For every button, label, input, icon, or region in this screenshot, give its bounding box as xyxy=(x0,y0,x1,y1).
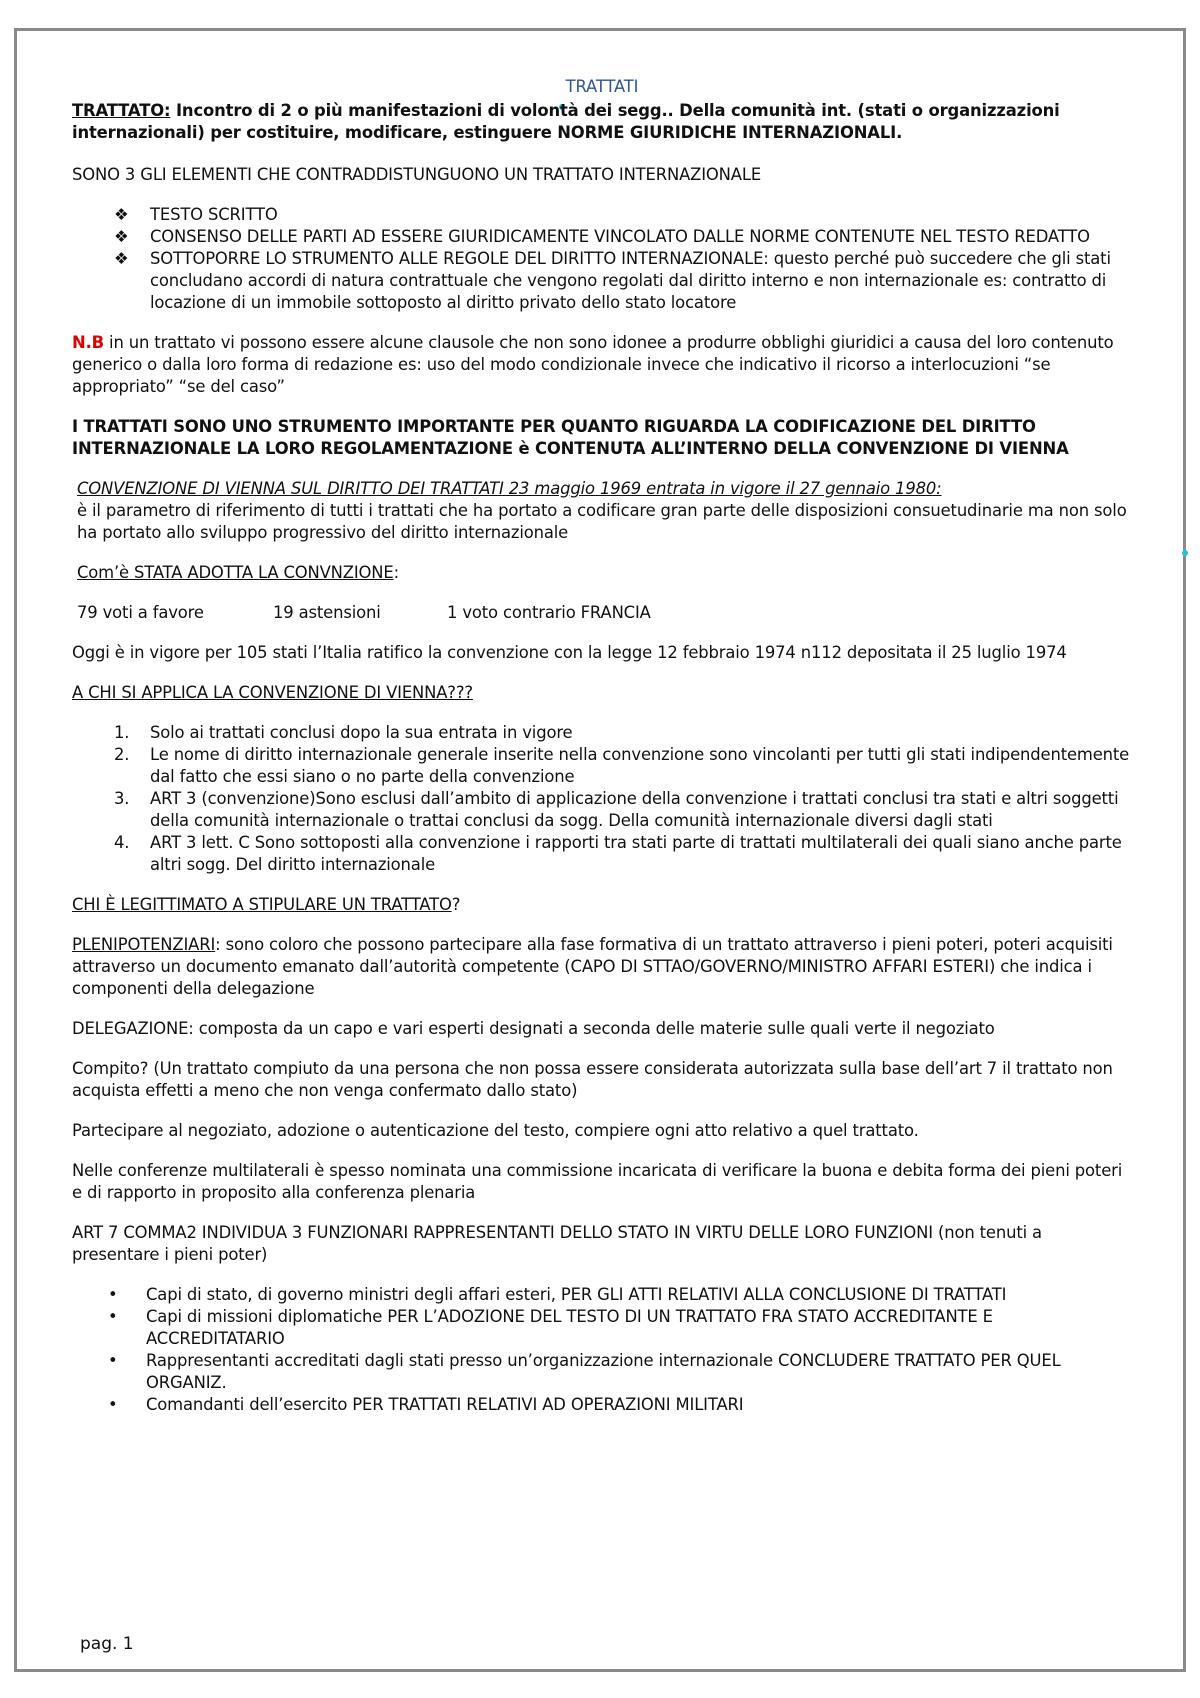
list-item: • Capi di missioni diplomatiche PER L’ADOZIONE DEL TESTO DI UN TRATTATO FRA STATO ACCREDITANTE E ACCREDITATARIO xyxy=(108,1307,993,1348)
plenipotentiaries-paragraph: PLENIPOTENZIARI: sono coloro che possono partecipare alla fase formativa di un trattato attraverso i pieni poteri, poteri acquisiti attraverso un documento emanato dall’autorità competente (CAPO DI STTAO/GOVERNO/MINISTRO AFFARI ESTERI) che indica i componenti della delegazione xyxy=(72,935,1113,998)
definition-text: Incontro di 2 o più manifestazioni di volontà dei segg.. Della comunità int. (stati o organizzazioni internazionali) per costituire, modificare, estinguere NORME GIURIDICHE INTERNAZIONALI. xyxy=(72,101,1060,142)
application-heading: A CHI SI APPLICA LA CONVENZIONE DI VIENNA??? xyxy=(72,683,473,702)
nb-paragraph xyxy=(72,332,1132,398)
list-item: 1. Solo ai trattati conclusi dopo la sua entrata in vigore xyxy=(114,723,573,742)
list-item: 4. ART 3 lett. C Sono sottoposti alla convenzione i rapporti tra stati parte di trattati multilaterali dei quali siano anche parte altri sogg. Del diritto internazionale xyxy=(114,833,1122,874)
elements-list xyxy=(72,204,1132,314)
votes-row xyxy=(72,602,1132,624)
art7-paragraph: ART 7 COMMA2 INDIVIDUA 3 FUNZIONARI RAPPRESENTANTI DELLO STATO IN VIRTU DELLE LORO FUNZIONI (non tenuti a presentare i pieni poter) xyxy=(72,1223,1042,1264)
bullet-icon: • xyxy=(108,1395,118,1414)
application-list xyxy=(72,722,1132,876)
definition-term: TRATTATO: xyxy=(72,101,171,120)
nb-label: N.B xyxy=(72,333,104,352)
vienna-heading: CONVENZIONE DI VIENNA SUL DIRITTO DEI TRATTATI 23 maggio 1969 entrata in vigore il 27 gennaio 1980: xyxy=(77,479,942,498)
adoption-heading: Com’è STATA ADOTTA LA CONVNZIONE: xyxy=(77,563,399,582)
bullet-icon: • xyxy=(108,1307,118,1326)
vienna-text: è il parametro di riferimento di tutti i trattati che ha portato a codificare gran parte delle disposizioni consuetudinarie ma non solo ha portato allo sviluppo progressivo del diritto internazionale xyxy=(77,501,1127,542)
legitimation-heading: CHI È LEGITTIMATO A STIPULARE UN TRATTATO? xyxy=(72,895,461,914)
importance-paragraph: I TRATTATI SONO UNO STRUMENTO IMPORTANTE PER QUANTO RIGUARDA LA CODIFICAZIONE DEL DIRITTO INTERNAZIONALE LA LORO REGOLAMENTAZIONE è CONTENUTA ALL’INTERNO DELLA CONVENZIONE DI VIENNA xyxy=(72,417,1069,458)
delegation-paragraph: DELEGAZIONE: composta da un capo e vari esperti designati a seconda delle materie sulle quali verte il negoziato xyxy=(72,1019,995,1038)
officials-list xyxy=(72,1284,1132,1416)
list-item: 2. Le nome di diritto internazionale generale inserite nella convenzione sono vincolanti per tutti gli stati indipendentemente dal fatto che essi siano o no parte della convenzione xyxy=(114,745,1130,786)
votes-for: 79 voti a favore xyxy=(77,603,204,622)
list-item: ❖ CONSENSO DELLE PARTI AD ESSERE GIURIDICAMENTE VINCOLATO DALLE NORME CONTENUTE NEL TESTO REDATTO xyxy=(114,227,1090,246)
list-item: ❖ SOTTOPORRE LO STRUMENTO ALLE REGOLE DEL DIRITTO INTERNAZIONALE: questo perché può succedere che gli stati concludano accordi di natura contrattuale che vengono regolati dal diritto interno e non internazionale es: contratto di locazione di un immobile sottoposto al diritto privato dello stato locatore xyxy=(114,249,1111,312)
in-force-paragraph: Oggi è in vigore per 105 stati l’Italia ratifico la convenzione con la legge 12 febbraio 1974 n112 depositata il 25 luglio 1974 xyxy=(72,643,1067,662)
bullet-icon: • xyxy=(108,1351,118,1370)
margin-handle-dot[interactable] xyxy=(1182,550,1188,556)
diamond-bullet-icon: ❖ xyxy=(114,227,129,246)
conferences-paragraph: Nelle conferenze multilaterali è spesso nominata una commissione incaricata di verificare la buona e debita forma dei pieni poteri e di rapporto in proposito alla conferenza plenaria xyxy=(72,1161,1123,1202)
list-item: • Capi di stato, di governo ministri degli affari esteri, PER GLI ATTI RELATIVI ALLA CONCLUSIONE DI TRATTATI xyxy=(108,1285,1007,1304)
votes-abstentions: 19 astensioni xyxy=(273,603,381,622)
list-item: • Comandanti dell’esercito PER TRATTATI RELATIVI AD OPERAZIONI MILITARI xyxy=(108,1395,744,1414)
participation-paragraph: Partecipare al negoziato, adozione o autenticazione del testo, compiere ogni atto relativo a quel trattato. xyxy=(72,1121,919,1140)
page-number: pag. 1 xyxy=(80,1634,134,1654)
votes-against: 1 voto contrario FRANCIA xyxy=(447,603,651,622)
list-item: • Rappresentanti accreditati dagli stati presso un’organizzazione internazionale CONCLUDERE TRATTATO PER QUEL ORGANIZ. xyxy=(108,1351,1061,1392)
list-item: 3. ART 3 (convenzione)Sono esclusi dall’ambito di applicazione della convenzione i trattati conclusi tra stati e altri soggetti della comunità internazionale o trattai conclusi da sogg. Della comunità internazionale diversi dagli stati xyxy=(114,789,1119,830)
elements-intro: SONO 3 GLI ELEMENTI CHE CONTRADDISTUNGUONO UN TRATTATO INTERNAZIONALE xyxy=(72,165,762,184)
nb-text: in un trattato vi possono essere alcune clausole che non sono idonee a produrre obblighi giuridici a causa del loro contenuto generico o dalla loro forma di redazione es: uso del modo condizionale invece che indicativo il ricorso a interlocuzioni “se appropriato” “se del caso” xyxy=(72,333,1114,396)
diamond-bullet-icon: ❖ xyxy=(114,249,129,268)
list-item: ❖ TESTO SCRITTO xyxy=(114,205,278,224)
definition-paragraph xyxy=(72,100,1132,144)
bullet-icon: • xyxy=(108,1285,118,1304)
task-paragraph: Compito? (Un trattato compiuto da una persona che non possa essere considerata autorizzata sulla base dell’art 7 il trattato non acquista effetti a meno che non venga confermato dallo stato) xyxy=(72,1059,1113,1100)
document-body xyxy=(72,76,1132,1416)
diamond-bullet-icon: ❖ xyxy=(114,205,129,224)
page-title: TRATTATI xyxy=(565,77,639,96)
